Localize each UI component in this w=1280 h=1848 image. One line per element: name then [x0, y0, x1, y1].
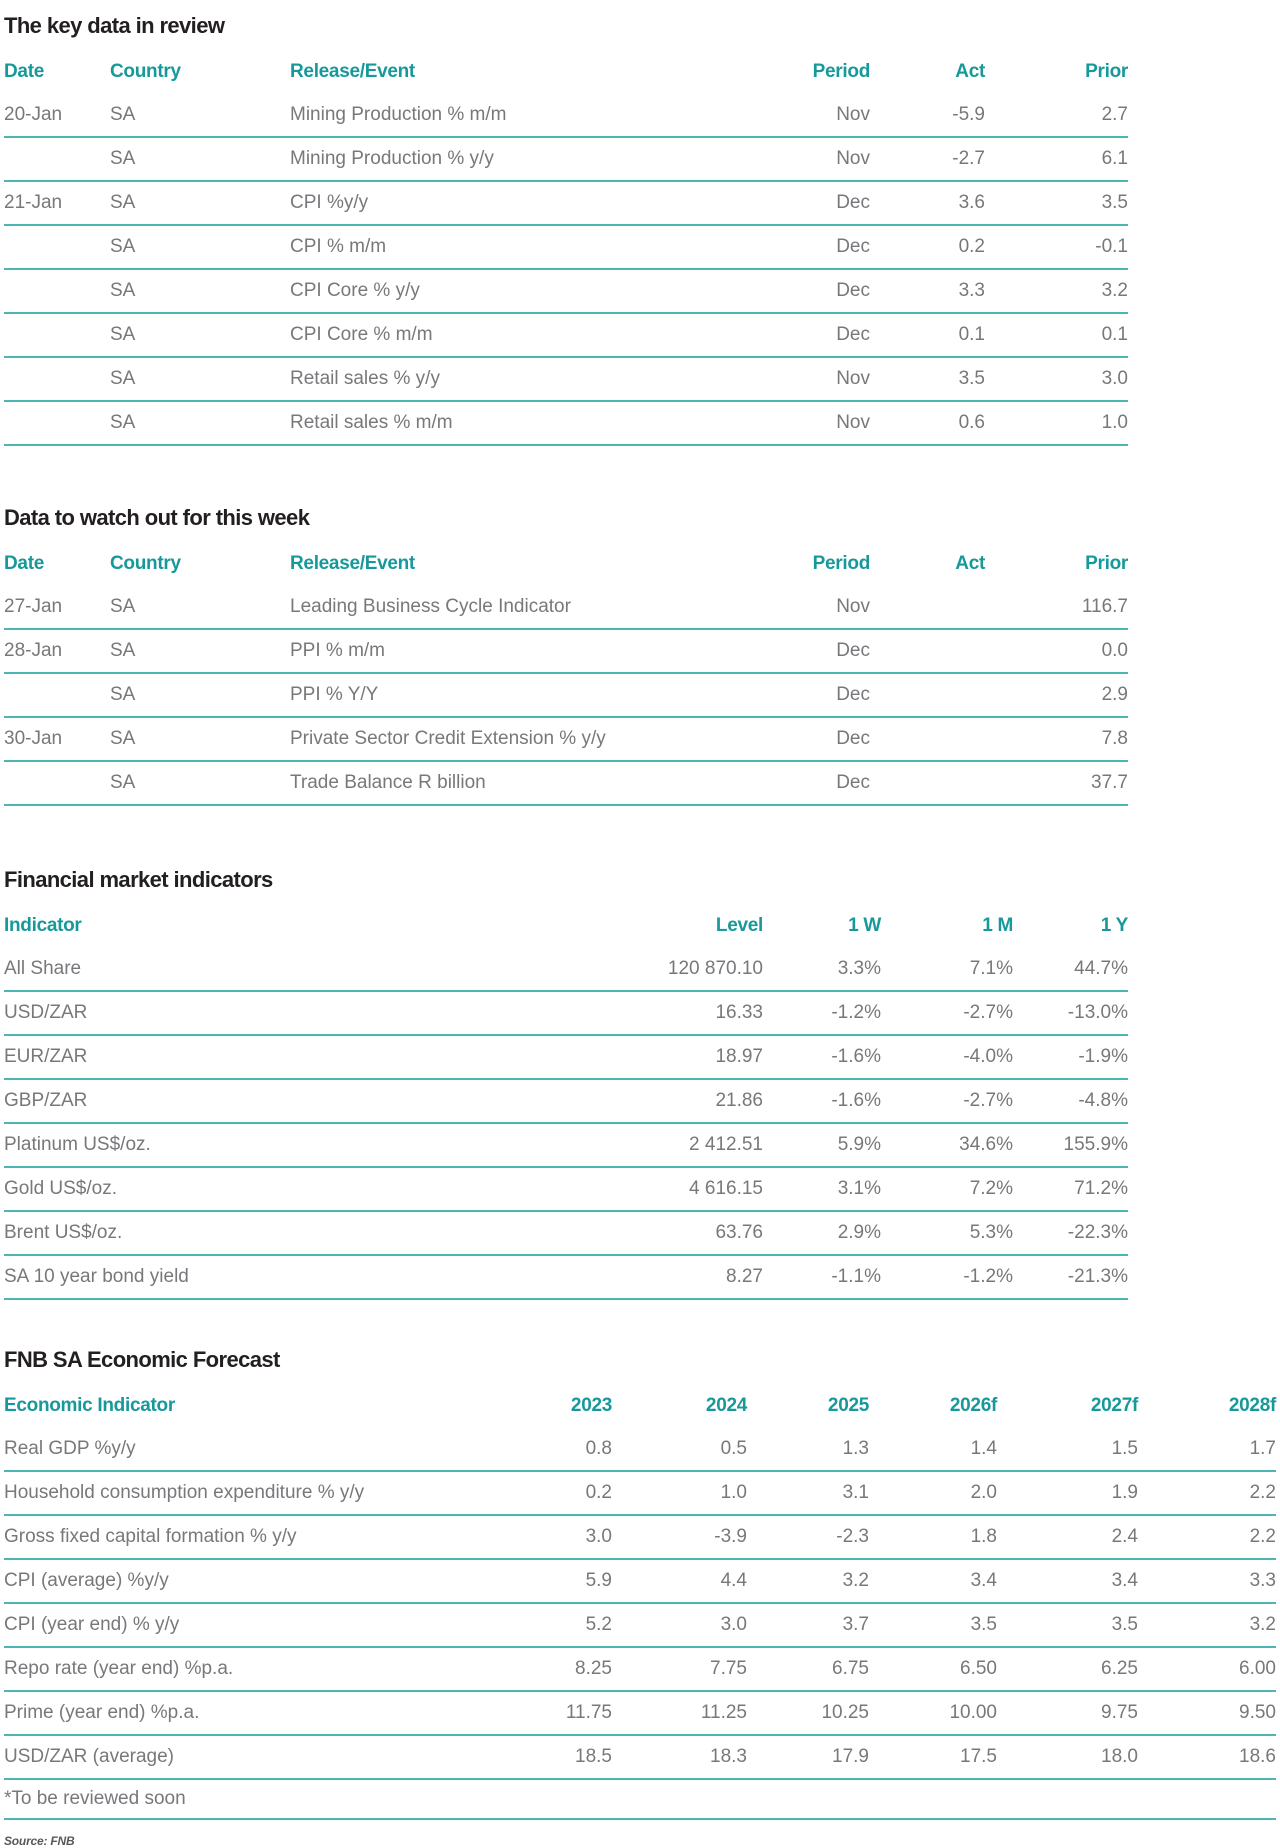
table-cell: 7.1% [881, 948, 1013, 991]
table-row [4, 1428, 1276, 1471]
table-cell: Gross fixed capital formation % y/y [4, 1515, 450, 1559]
table-cell: 5.9 [450, 1559, 612, 1603]
table-cell [4, 313, 110, 357]
column-header: Act [955, 61, 985, 82]
table-cell: SA [110, 137, 290, 181]
table-row [4, 1647, 1276, 1691]
table-cell: Dec [620, 673, 870, 717]
table-cell: 3.5 [870, 357, 985, 401]
table-row [4, 357, 1128, 401]
table-cell: USD/ZAR (average) [4, 1735, 450, 1779]
market-indicators-section [4, 866, 1280, 1300]
week-ahead-title: Data to watch out for this week [4, 505, 310, 530]
table-cell: 3.3 [1138, 1559, 1276, 1603]
table-cell: 1.7 [1138, 1428, 1276, 1471]
table-cell: Private Sector Credit Extension % y/y [290, 717, 620, 761]
table-cell: Trade Balance R billion [290, 761, 620, 805]
table-row [4, 94, 1128, 137]
table-cell: Nov [620, 401, 870, 445]
table-cell: Dec [620, 313, 870, 357]
table-cell: CPI (year end) % y/y [4, 1603, 450, 1647]
table-row [4, 1035, 1128, 1079]
column-header: Date [4, 61, 44, 82]
table-cell: 0.2 [450, 1471, 612, 1515]
market-indicators-table [4, 904, 1128, 1300]
table-row [4, 991, 1128, 1035]
column-header: Prior [1085, 553, 1128, 574]
table-cell: 37.7 [985, 761, 1128, 805]
table-cell: 3.2 [747, 1559, 869, 1603]
table-cell [870, 673, 985, 717]
column-header: Country [110, 61, 181, 82]
table-cell: 5.3% [881, 1211, 1013, 1255]
table-cell: 1.8 [869, 1515, 997, 1559]
week-ahead-table [4, 542, 1128, 806]
table-cell: SA [110, 225, 290, 269]
table-cell: -4.8% [1013, 1079, 1128, 1123]
table-cell [4, 137, 110, 181]
table-cell: Leading Business Cycle Indicator [290, 586, 620, 629]
table-cell: 2.7 [985, 94, 1128, 137]
table-cell: -1.6% [763, 1079, 881, 1123]
table-cell: 21-Jan [4, 181, 110, 225]
table-row [4, 673, 1128, 717]
table-cell: -2.7 [870, 137, 985, 181]
table-cell: Nov [620, 94, 870, 137]
table-cell: 27-Jan [4, 586, 110, 629]
table-cell: 34.6% [881, 1123, 1013, 1167]
table-cell: Dec [620, 717, 870, 761]
column-header: Date [4, 553, 44, 574]
table-cell: 1.9 [997, 1471, 1138, 1515]
column-header: 2026f [949, 1395, 997, 1416]
table-row [4, 1167, 1128, 1211]
table-cell: 2.4 [997, 1515, 1138, 1559]
table-row [4, 181, 1128, 225]
table-cell: -1.9% [1013, 1035, 1128, 1079]
table-row [4, 137, 1128, 181]
column-header: Release/Event [290, 61, 415, 82]
table-cell: 2.2 [1138, 1471, 1276, 1515]
table-cell: 3.1% [763, 1167, 881, 1211]
table-row [4, 761, 1128, 805]
table-cell: 4.4 [612, 1559, 747, 1603]
table-cell: Gold US$/oz. [4, 1167, 434, 1211]
table-row [4, 1255, 1128, 1299]
table-cell [4, 401, 110, 445]
table-cell: 3.0 [612, 1603, 747, 1647]
column-header: Indicator [4, 915, 82, 936]
table-cell: 7.2% [881, 1167, 1013, 1211]
table-cell: 3.2 [985, 269, 1128, 313]
table-row [4, 1123, 1128, 1167]
table-cell: 71.2% [1013, 1167, 1128, 1211]
table-cell: SA [110, 673, 290, 717]
economic-forecast-section [4, 1346, 1280, 1820]
table-cell: 155.9% [1013, 1123, 1128, 1167]
market-indicators-title: Financial market indicators [4, 867, 273, 892]
table-cell: 0.1 [870, 313, 985, 357]
header-row [4, 904, 1128, 948]
table-cell: 18.0 [997, 1735, 1138, 1779]
table-cell: 3.0 [985, 357, 1128, 401]
table-cell: 3.3% [763, 948, 881, 991]
table-cell: 3.7 [747, 1603, 869, 1647]
table-cell: Platinum US$/oz. [4, 1123, 434, 1167]
table-cell: 0.0 [985, 629, 1128, 673]
table-cell: 28-Jan [4, 629, 110, 673]
table-cell: Dec [620, 181, 870, 225]
table-cell: 3.5 [985, 181, 1128, 225]
key-data-section [4, 12, 1280, 446]
table-cell [4, 357, 110, 401]
table-cell: 17.9 [747, 1735, 869, 1779]
table-cell: -22.3% [1013, 1211, 1128, 1255]
table-cell: -21.3% [1013, 1255, 1128, 1299]
table-cell: 7.8 [985, 717, 1128, 761]
table-cell: 3.5 [869, 1603, 997, 1647]
table-cell: 18.6 [1138, 1735, 1276, 1779]
column-header: Prior [1085, 61, 1128, 82]
table-cell: 3.0 [450, 1515, 612, 1559]
table-cell: 1.0 [612, 1471, 747, 1515]
table-cell: 0.8 [450, 1428, 612, 1471]
table-cell: -2.7% [881, 1079, 1013, 1123]
table-cell: Retail sales % y/y [290, 357, 620, 401]
table-cell: Household consumption expenditure % y/y [4, 1471, 450, 1515]
table-cell: 6.75 [747, 1647, 869, 1691]
column-header: 2023 [570, 1395, 612, 1416]
table-cell [4, 673, 110, 717]
column-header: Period [812, 61, 870, 82]
table-cell: 6.50 [869, 1647, 997, 1691]
table-cell: 63.76 [434, 1211, 763, 1255]
table-cell: -3.9 [612, 1515, 747, 1559]
table-cell: -1.6% [763, 1035, 881, 1079]
column-header: 2025 [827, 1395, 869, 1416]
table-cell: Dec [620, 225, 870, 269]
column-header: Period [812, 553, 870, 574]
table-cell: Nov [620, 586, 870, 629]
table-cell [4, 225, 110, 269]
table-cell: SA [110, 401, 290, 445]
table-cell: 2.9 [985, 673, 1128, 717]
table-row [4, 1735, 1276, 1779]
table-cell: 5.9% [763, 1123, 881, 1167]
table-cell: SA [110, 357, 290, 401]
column-header: 2027f [1090, 1395, 1138, 1416]
table-cell: 2.9% [763, 1211, 881, 1255]
table-cell: Dec [620, 629, 870, 673]
table-cell: 18.5 [450, 1735, 612, 1779]
table-cell: GBP/ZAR [4, 1079, 434, 1123]
source-note: Source: FNB [4, 1834, 75, 1848]
table-cell: 1.4 [869, 1428, 997, 1471]
table-cell: -1.2% [763, 991, 881, 1035]
table-cell: 8.25 [450, 1647, 612, 1691]
economic-forecast-table [4, 1384, 1276, 1820]
table-cell: 17.5 [869, 1735, 997, 1779]
table-cell: 2 412.51 [434, 1123, 763, 1167]
table-cell: Nov [620, 357, 870, 401]
table-cell: 9.50 [1138, 1691, 1276, 1735]
table-cell [870, 717, 985, 761]
table-cell: SA [110, 313, 290, 357]
table-cell: 11.25 [612, 1691, 747, 1735]
column-header: 1 M [982, 915, 1013, 936]
economic-forecast-title: FNB SA Economic Forecast [4, 1347, 280, 1372]
table-cell: 3.2 [1138, 1603, 1276, 1647]
key-data-title: The key data in review [4, 13, 225, 38]
table-row [4, 1559, 1276, 1603]
table-cell: 1.0 [985, 401, 1128, 445]
column-header: 2024 [705, 1395, 747, 1416]
table-cell: SA [110, 629, 290, 673]
table-cell: PPI % m/m [290, 629, 620, 673]
table-cell: 10.25 [747, 1691, 869, 1735]
table-cell: SA [110, 717, 290, 761]
table-cell: 120 870.10 [434, 948, 763, 991]
table-cell: 20-Jan [4, 94, 110, 137]
table-cell: 3.4 [869, 1559, 997, 1603]
table-cell: 0.1 [985, 313, 1128, 357]
column-header: Release/Event [290, 553, 415, 574]
table-cell: 16.33 [434, 991, 763, 1035]
table-row [4, 313, 1128, 357]
table-cell: Repo rate (year end) %p.a. [4, 1647, 450, 1691]
table-cell: 2.2 [1138, 1515, 1276, 1559]
table-cell: EUR/ZAR [4, 1035, 434, 1079]
table-cell: 21.86 [434, 1079, 763, 1123]
table-cell: -13.0% [1013, 991, 1128, 1035]
table-cell: 10.00 [869, 1691, 997, 1735]
table-cell: -2.3 [747, 1515, 869, 1559]
table-cell: 6.1 [985, 137, 1128, 181]
table-cell: 3.1 [747, 1471, 869, 1515]
table-cell [870, 586, 985, 629]
table-cell: SA [110, 586, 290, 629]
table-row [4, 1691, 1276, 1735]
table-row [4, 225, 1128, 269]
table-cell: 4 616.15 [434, 1167, 763, 1211]
footnote-row [4, 1779, 1276, 1819]
table-cell: SA [110, 761, 290, 805]
table-cell: 30-Jan [4, 717, 110, 761]
header-row [4, 1384, 1276, 1428]
table-cell [870, 761, 985, 805]
table-row [4, 586, 1128, 629]
table-cell: CPI Core % y/y [290, 269, 620, 313]
column-header: 1 Y [1100, 915, 1128, 936]
table-cell: 2.0 [869, 1471, 997, 1515]
table-cell: 0.5 [612, 1428, 747, 1471]
column-header: 2028f [1228, 1395, 1276, 1416]
table-cell: SA [110, 269, 290, 313]
table-cell: 11.75 [450, 1691, 612, 1735]
table-cell: 5.2 [450, 1603, 612, 1647]
footnote-cell: *To be reviewed soon [4, 1779, 1276, 1819]
table-row [4, 1079, 1128, 1123]
table-cell: CPI %y/y [290, 181, 620, 225]
table-cell: Retail sales % m/m [290, 401, 620, 445]
table-cell: Nov [620, 137, 870, 181]
table-cell: Real GDP %y/y [4, 1428, 450, 1471]
table-row [4, 1471, 1276, 1515]
column-header: Economic Indicator [4, 1395, 175, 1416]
table-cell: 7.75 [612, 1647, 747, 1691]
table-cell: -1.1% [763, 1255, 881, 1299]
table-row [4, 717, 1128, 761]
table-cell: 3.5 [997, 1603, 1138, 1647]
table-cell: Dec [620, 761, 870, 805]
week-ahead-section [4, 504, 1280, 806]
table-cell: All Share [4, 948, 434, 991]
table-cell: CPI Core % m/m [290, 313, 620, 357]
table-cell: 3.3 [870, 269, 985, 313]
table-cell: Brent US$/oz. [4, 1211, 434, 1255]
table-cell: SA 10 year bond yield [4, 1255, 434, 1299]
table-cell: CPI % m/m [290, 225, 620, 269]
table-cell: 3.6 [870, 181, 985, 225]
table-cell [870, 629, 985, 673]
table-cell: Prime (year end) %p.a. [4, 1691, 450, 1735]
table-cell: 9.75 [997, 1691, 1138, 1735]
table-row [4, 269, 1128, 313]
table-cell: 18.3 [612, 1735, 747, 1779]
table-cell: 1.5 [997, 1428, 1138, 1471]
table-row [4, 948, 1128, 991]
table-cell: 1.3 [747, 1428, 869, 1471]
column-header: 1 W [848, 915, 881, 936]
table-cell: Mining Production % y/y [290, 137, 620, 181]
table-cell: 44.7% [1013, 948, 1128, 991]
table-cell: SA [110, 181, 290, 225]
table-row [4, 1603, 1276, 1647]
table-row [4, 1211, 1128, 1255]
table-cell [4, 761, 110, 805]
table-cell [4, 269, 110, 313]
key-data-table [4, 50, 1128, 446]
table-cell: 0.6 [870, 401, 985, 445]
column-header: Level [715, 915, 763, 936]
table-cell: Dec [620, 269, 870, 313]
header-row [4, 50, 1128, 94]
table-cell: 18.97 [434, 1035, 763, 1079]
table-cell: CPI (average) %y/y [4, 1559, 450, 1603]
table-row [4, 629, 1128, 673]
table-cell: -2.7% [881, 991, 1013, 1035]
table-row [4, 1515, 1276, 1559]
column-header: Country [110, 553, 181, 574]
table-cell: PPI % Y/Y [290, 673, 620, 717]
table-cell: 0.2 [870, 225, 985, 269]
table-cell: SA [110, 94, 290, 137]
table-cell: -4.0% [881, 1035, 1013, 1079]
table-cell: -5.9 [870, 94, 985, 137]
table-cell: 8.27 [434, 1255, 763, 1299]
table-cell: -1.2% [881, 1255, 1013, 1299]
column-header: Act [955, 553, 985, 574]
table-cell: Mining Production % m/m [290, 94, 620, 137]
table-cell: 116.7 [985, 586, 1128, 629]
table-cell: USD/ZAR [4, 991, 434, 1035]
table-cell: 6.25 [997, 1647, 1138, 1691]
table-cell: 3.4 [997, 1559, 1138, 1603]
table-cell: 6.00 [1138, 1647, 1276, 1691]
table-row [4, 401, 1128, 445]
table-cell: -0.1 [985, 225, 1128, 269]
header-row [4, 542, 1128, 586]
